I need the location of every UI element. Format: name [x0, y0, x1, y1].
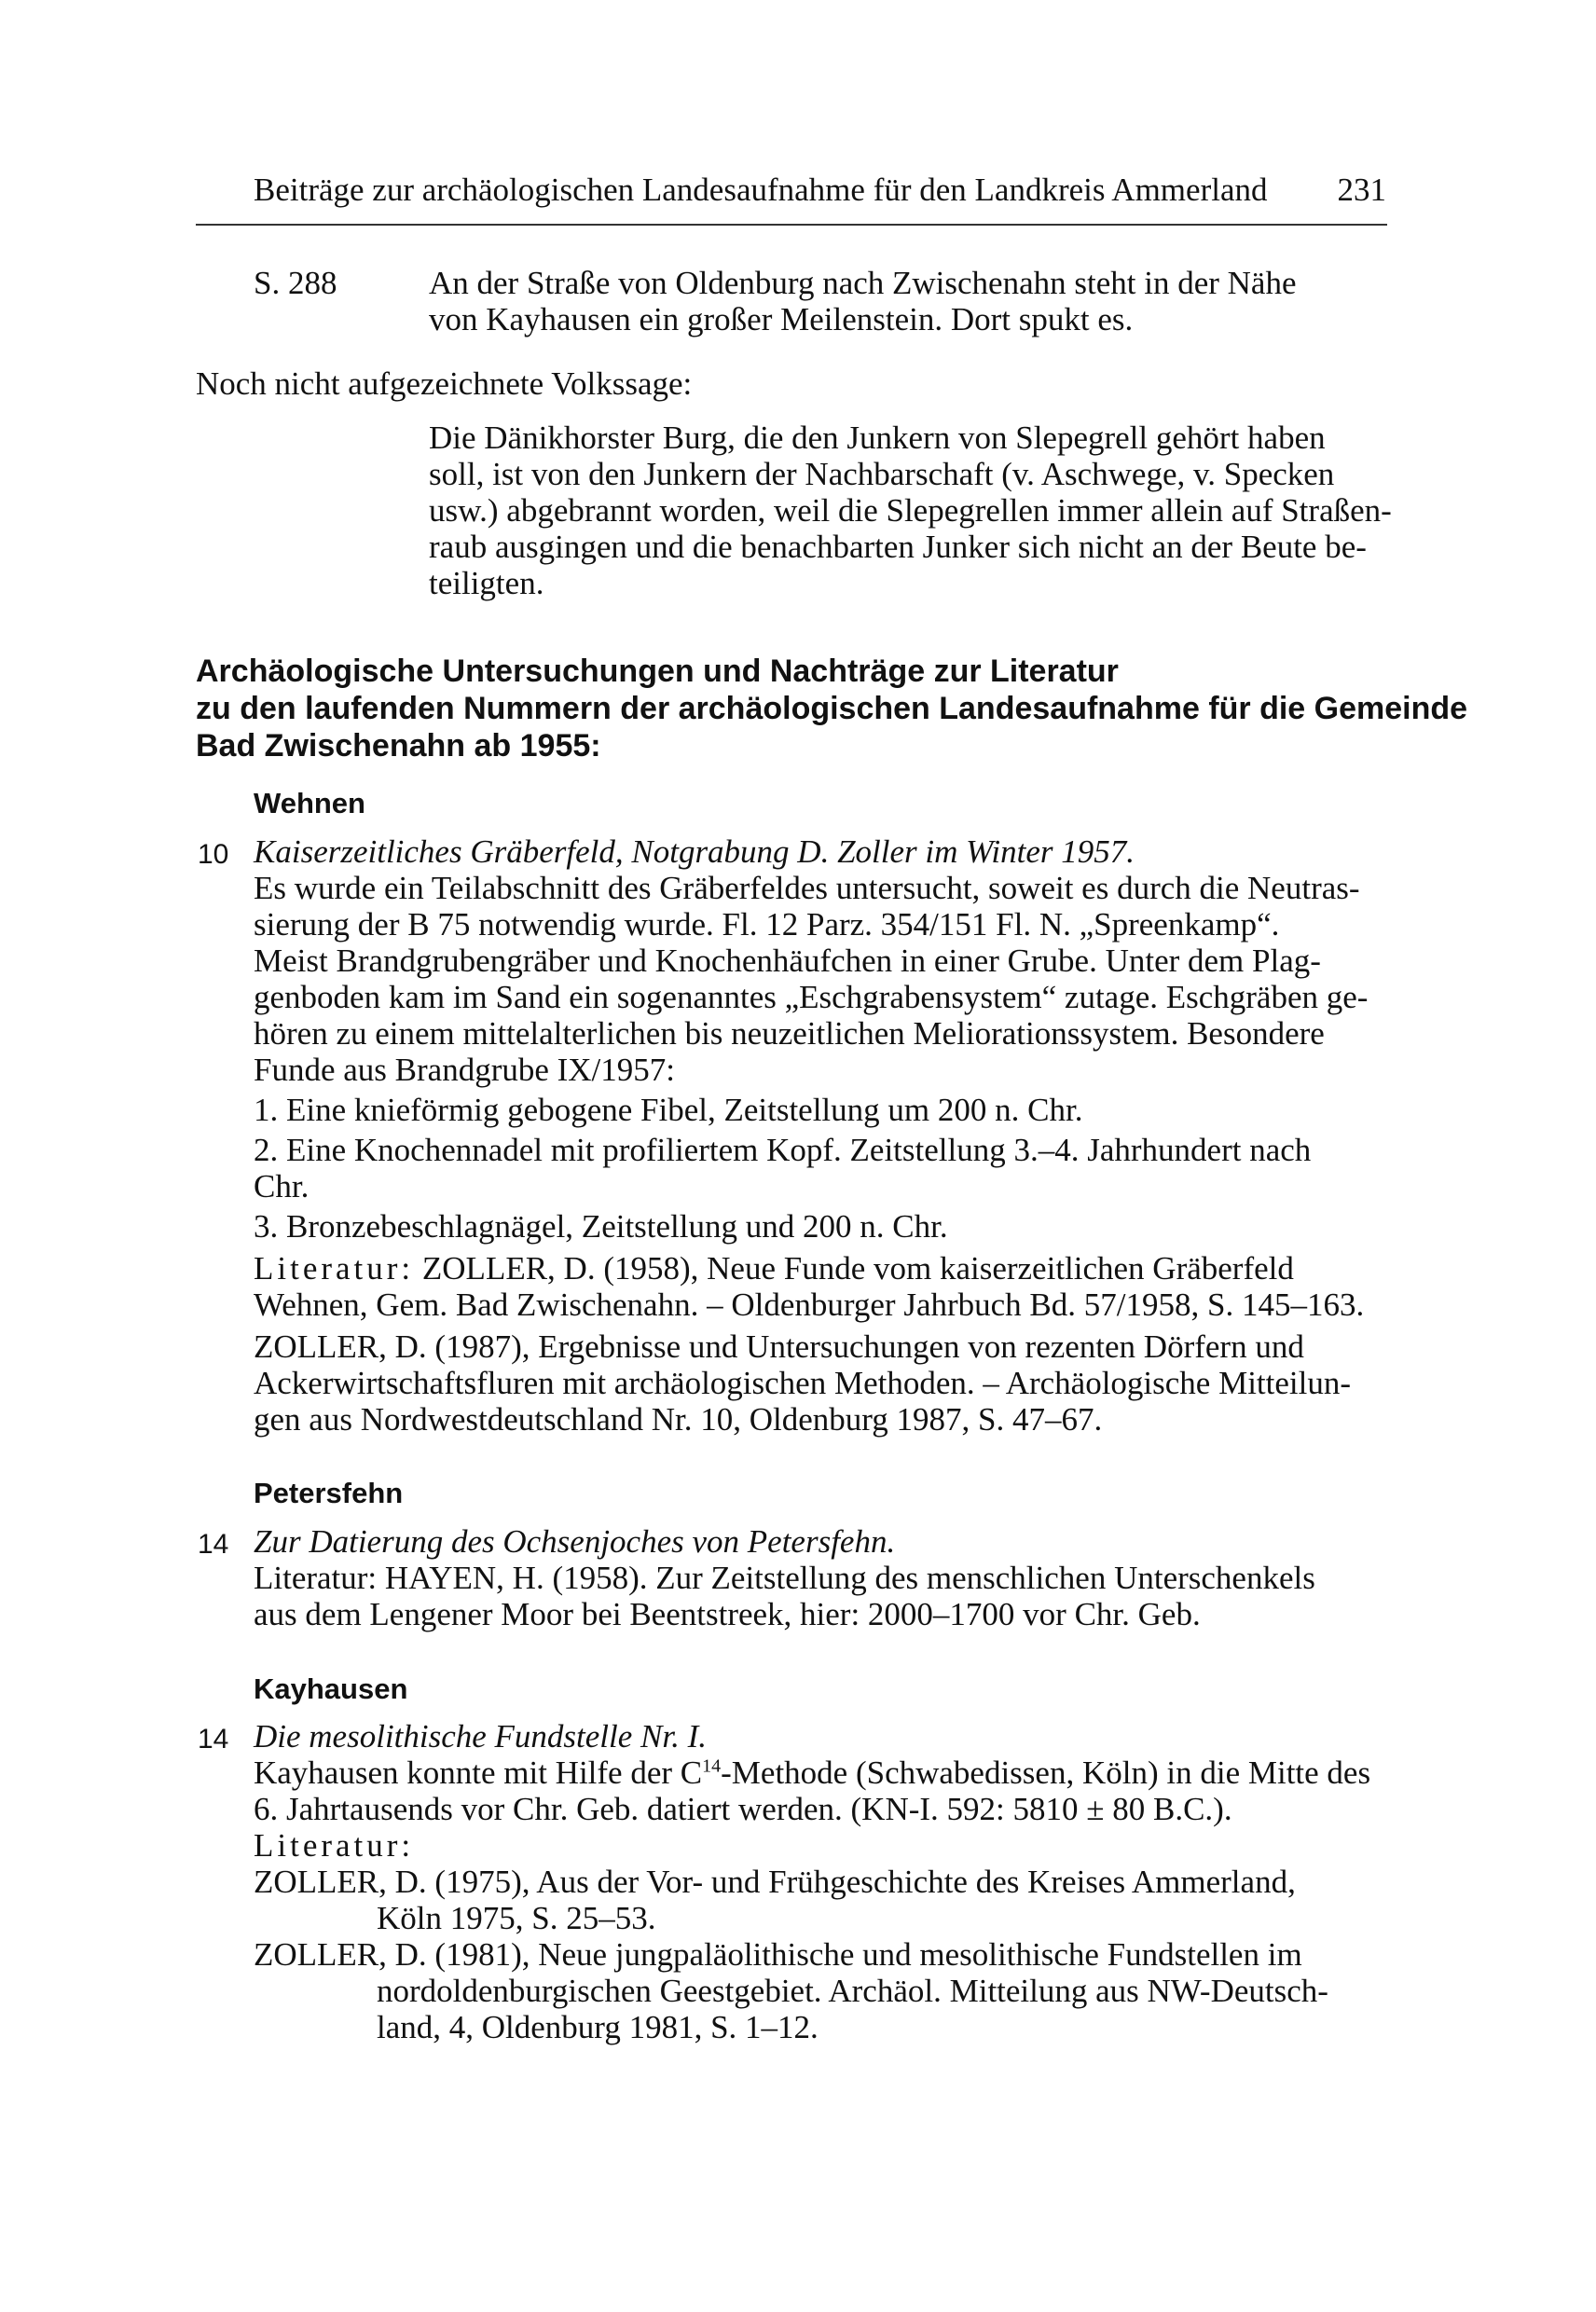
entry-line: Es wurde ein Teilabschnitt des Gräberfeldes untersucht, soweit es durch die Neutras- — [254, 870, 1360, 906]
section-heading-line: Archäologische Untersuchungen und Nachträge zur Literatur — [196, 654, 1119, 689]
s288-line: An der Straße von Oldenburg nach Zwischenahn steht in der Nähe — [429, 265, 1297, 301]
literature-line: land, 4, Oldenburg 1981, S. 1–12. — [377, 2009, 819, 2045]
volkssage-line: raub ausgingen und die benachbarten Junker sich nicht an der Beute be- — [429, 529, 1367, 565]
place-heading-kayhausen: Kayhausen — [254, 1672, 408, 1705]
volkssage-heading: Noch nicht aufgezeichnete Volkssage: — [196, 365, 693, 402]
entry-text: Kayhausen konnte mit Hilfe der C — [254, 1755, 703, 1791]
header-rule — [196, 224, 1387, 226]
section-heading-line: zu den laufenden Nummern der archäologischen Landesaufnahme für die Gemeinde — [196, 691, 1468, 726]
wehnen-entry — [254, 833, 1386, 1438]
literature-line: Köln 1975, S. 25–53. — [377, 1900, 656, 1936]
volkssage-line: soll, ist von den Junkern der Nachbarschaft (v. Aschwege, v. Specken — [429, 456, 1335, 492]
entry-text: -Methode (Schwabedissen, Köln) in die Mitte des — [721, 1755, 1371, 1791]
section-heading-line: Bad Zwischenahn ab 1955: — [196, 728, 601, 764]
literature-line: ZOLLER, D. (1987), Ergebnisse und Untersuchungen von rezenten Dörfern und — [254, 1328, 1304, 1365]
find-item: 1. Eine knieförmig gebogene Fibel, Zeitstellung um 200 n. Chr. — [254, 1092, 1083, 1128]
superscript: 14 — [702, 1755, 722, 1777]
entry-title: Kaiserzeitliches Gräberfeld, Notgrabung D. Zoller im Winter 1957. — [254, 833, 1135, 870]
entry-number: 14 — [198, 1529, 229, 1560]
find-item: Chr. — [254, 1168, 310, 1204]
volkssage-text — [429, 420, 1392, 601]
literature-line: gen aus Nordwestdeutschland Nr. 10, Oldenburg 1987, S. 47–67. — [254, 1401, 1103, 1438]
petersfehn-entry — [254, 1523, 1386, 1632]
entry-line: hören zu einem mittelalterlichen bis neuzeitlichen Meliorationssystem. Besondere — [254, 1015, 1325, 1052]
literature-line: Wehnen, Gem. Bad Zwischenahn. – Oldenburger Jahrbuch Bd. 57/1958, S. 145–163. — [254, 1287, 1365, 1323]
place-heading-wehnen: Wehnen — [254, 787, 365, 819]
entry-line: Meist Brandgrubengräber und Knochenhäufchen in einer Grube. Unter dem Plag- — [254, 943, 1321, 979]
entry-line: sierung der B 75 notwendig wurde. Fl. 12 Parz. 354/151 Fl. N. „Spreenkamp“. — [254, 906, 1280, 943]
literature-line — [254, 1250, 1386, 1287]
entry-number: 10 — [198, 839, 229, 870]
literature-text: ZOLLER, D. (1958), Neue Funde vom kaiserzeitlichen Gräberfeld — [421, 1250, 1294, 1287]
volkssage-line: usw.) abgebrannt worden, weil die Slepegrellen immer allein auf Straßen- — [429, 492, 1392, 529]
entry-number: 14 — [198, 1724, 229, 1755]
literature-line: ZOLLER, D. (1975), Aus der Vor- und Frühgeschichte des Kreises Ammerland, — [254, 1864, 1296, 1900]
header-title: Beiträge zur archäologischen Landesaufnahme für den Landkreis Ammerland — [254, 172, 1268, 208]
entry-title: Zur Datierung des Ochsenjoches von Petersfehn. — [254, 1523, 896, 1560]
literatur-label: Literatur: — [254, 1250, 415, 1287]
find-item: 2. Eine Knochennadel mit profiliertem Kopf. Zeitstellung 3.–4. Jahrhundert nach — [254, 1132, 1312, 1168]
page-number: 231 — [1337, 172, 1386, 208]
literature-line: nordoldenburgischen Geestgebiet. Archäol. Mitteilung aus NW-Deutsch- — [377, 1973, 1328, 2009]
s288-text — [429, 265, 1386, 337]
entry-line: Literatur: HAYEN, H. (1958). Zur Zeitstellung des menschlichen Unterschenkels — [254, 1560, 1315, 1596]
section-heading — [196, 653, 1468, 764]
entry-line: Funde aus Brandgrube IX/1957: — [254, 1052, 676, 1088]
volkssage-line: teiligten. — [429, 565, 544, 601]
literature-line: Ackerwirtschaftsfluren mit archäologischen Methoden. – Archäologische Mitteilun- — [254, 1365, 1352, 1401]
entry-title: Die mesolithische Fundstelle Nr. I. — [254, 1718, 708, 1755]
find-item: 3. Bronzebeschlagnägel, Zeitstellung und 200 n. Chr. — [254, 1208, 948, 1245]
place-heading-petersfehn: Petersfehn — [254, 1477, 404, 1509]
entry-line — [254, 1755, 1386, 1791]
literature-line: ZOLLER, D. (1981), Neue jungpaläolithische und mesolithische Fundstellen im — [254, 1936, 1302, 1973]
running-header — [254, 172, 1386, 218]
entry-line: aus dem Lengener Moor bei Beentstreek, hier: 2000–1700 vor Chr. Geb. — [254, 1596, 1201, 1632]
literatur-label: Literatur: — [254, 1827, 415, 1864]
kayhausen-entry — [254, 1718, 1386, 2045]
entry-line: 6. Jahrtausends vor Chr. Geb. datiert werden. (KN-I. 592: 5810 ± 80 B.C.). — [254, 1791, 1232, 1827]
s288-line: von Kayhausen ein großer Meilenstein. Dort spukt es. — [429, 301, 1134, 337]
s288-label: S. 288 — [254, 265, 337, 301]
entry-line: genboden kam im Sand ein sogenanntes „Eschgrabensystem“ zutage. Eschgräben ge- — [254, 979, 1369, 1015]
volkssage-line: Die Dänikhorster Burg, die den Junkern von Slepegrell gehört haben — [429, 420, 1326, 456]
